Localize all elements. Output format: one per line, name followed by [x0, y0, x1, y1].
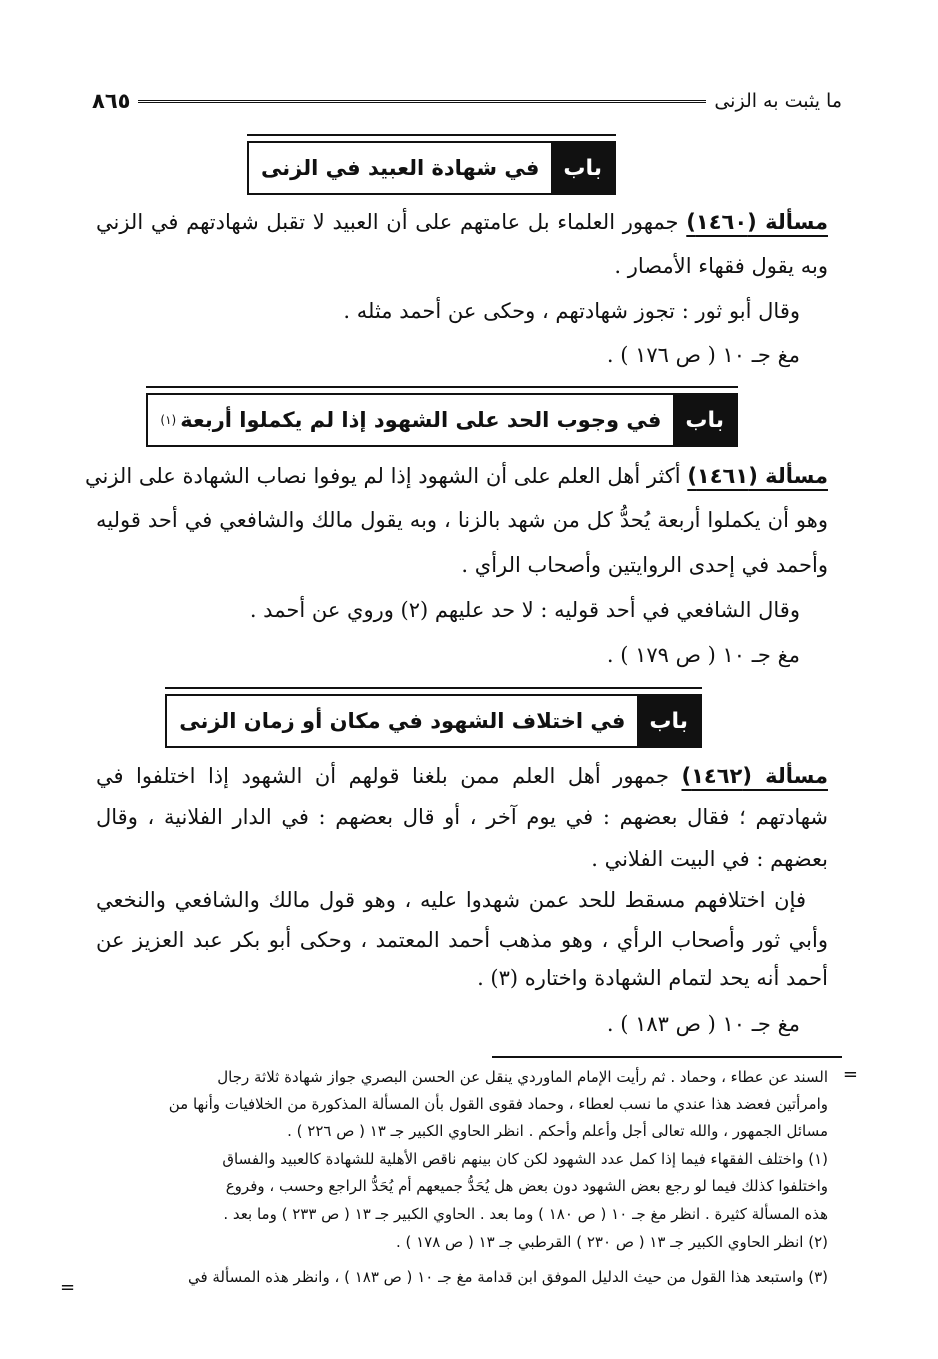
line-text: وأبي ثور وأصحاب الرأي ، وهو مذهب أحمد المعتمد ، وحكى أبو بكر عبد العزيز عن — [96, 928, 828, 952]
bab-label: باب — [673, 395, 736, 445]
line-text: مغ جـ ١٠ ( ص ١٨٣ ) . — [606, 1012, 800, 1036]
continuation-mark-top: = — [842, 1064, 858, 1085]
line-text: وقال الشافعي في أحد قوليه : لا حد عليهم (٢) وروي عن أحمد . — [249, 598, 800, 622]
paragraph-line — [96, 756, 828, 796]
line-text: أكثر أهل العلم على أن الشهود إذا لم يوفوا نصاب الشهادة على الزني — [84, 464, 688, 488]
header-rule — [138, 100, 706, 103]
paragraph-line — [84, 456, 828, 496]
line-text: وبه يقول فقهاء الأمصار . — [614, 254, 828, 278]
paragraph-line — [96, 590, 800, 630]
section-heading-1 — [247, 141, 616, 195]
running-head — [92, 86, 842, 116]
paragraph-line — [96, 545, 828, 585]
line-text: جمهور العلماء بل عامتهم على أن العبيد لا تقبل شهادتهم في الزني — [96, 210, 687, 234]
paragraph-line — [96, 291, 800, 331]
line-text: وقال أبو ثور : تجوز شهادتهم ، وحكى عن أحمد مثله . — [343, 299, 800, 323]
paragraph-line — [96, 880, 806, 920]
footnote-line: (٣) واستبعد هذا القول من حيث الدليل الموفق ابن قدامة مغ جـ ١٠ ( ص ١٨٣ ) ، وانظر هذه المسألة في — [187, 1268, 828, 1286]
line-text: شهادتهم ؛ فقال بعضهم : في يوم آخر ، أو قال بعضهم : في الدار الفلانية ، وقال — [96, 805, 828, 829]
paragraph-line — [96, 797, 828, 837]
reference-line — [96, 335, 800, 375]
section-title: في اختلاف الشهود في مكان أو زمان الزنى — [179, 709, 626, 733]
footnote-line: (١) واختلف الفقهاء فيما إذا كمل عدد الشهود لكن كان بينهم ناقص الأهلية للشهادة كالعبيد والفساق — [222, 1150, 828, 1168]
footnote-ref: (١) — [160, 413, 177, 427]
reference-line — [96, 635, 800, 675]
paragraph-line — [96, 839, 828, 879]
masala-number: مسألة (١٤٦٠) — [686, 210, 828, 234]
page-number: ٨٦٥ — [92, 89, 131, 113]
line-text: بعضهم : في البيت الفلاني . — [591, 847, 828, 871]
line-text: وهو أن يكملوا أربعة يُحدُّ كل من شهد بالزنا ، وبه يقول مالك والشافعي في أحد قوليه — [96, 508, 828, 532]
bab-label: باب — [551, 143, 614, 193]
line-text: مغ جـ ١٠ ( ص ١٧٩ ) . — [606, 643, 800, 667]
reference-line — [96, 1004, 800, 1044]
line-text: جمهور أهل العلم ممن بلغنا قولهم أن الشهود إذا اختلفوا في — [96, 764, 682, 788]
paragraph-line — [96, 920, 828, 960]
line-text: وأحمد في إحدى الروايتين وأصحاب الرأي . — [461, 553, 828, 577]
paragraph-line — [96, 246, 828, 286]
section-heading-3 — [165, 694, 702, 748]
footnote-line: مسائل الجمهور ، والله تعالى أجل وأعلم وأحكم . انظر الحاوي الكبير جـ ١٣ ( ص ٢٢٦ ) . — [287, 1122, 828, 1140]
footnote-line: هذه المسألة كثيرة . انظر مغ جـ ١٠ ( ص ١٨٠ ) وما بعد . الحاوي الكبير جـ ١٣ ( ص ٢٣٣ ) وما بعد . — [223, 1205, 828, 1223]
paragraph-line — [96, 500, 828, 540]
paragraph-line — [96, 202, 828, 242]
paragraph-line — [96, 958, 828, 998]
continuation-mark-bottom: = — [60, 1277, 76, 1298]
line-text: أحمد أنه يحد لتمام الشهادة واختاره (٣) . — [477, 966, 828, 990]
section-title: في شهادة العبيد في الزنى — [261, 156, 540, 180]
footnote-line: وامرأتين فعضد هذا عندي ما نسب لعطاء ، وحماد فقوى القول بأن المسألة المذكورة من الخلافيات وأنها من — [168, 1095, 828, 1113]
bab-label: باب — [637, 696, 700, 746]
section-title-text: في وجوب الحد على الشهود إذا لم يكملوا أربعة — [180, 408, 662, 432]
line-text: فإن اختلافهم مسقط للحد عمن شهدوا عليه ، وهو قول مالك والشافعي والنخعي — [96, 888, 806, 912]
running-head-title: ما يثبت به الزنى — [714, 90, 842, 112]
section-heading-2 — [146, 393, 738, 447]
footnote-line: السند عن عطاء ، وحماد . ثم رأيت الإمام الماوردي ينقل عن الحسن البصري جواز شهادة ثلاثة رجال — [217, 1068, 828, 1086]
section-title — [148, 395, 673, 445]
footnote-line: (٢) انظر الحاوي الكبير جـ ١٣ ( ص ٢٣٠ ) القرطبي جـ ١٣ ( ص ١٧٨ ) . — [395, 1233, 828, 1251]
footnote-separator — [492, 1056, 842, 1058]
line-text: مغ جـ ١٠ ( ص ١٧٦ ) . — [606, 343, 800, 367]
masala-number: مسألة (١٤٦١) — [687, 464, 828, 488]
masala-number: مسألة (١٤٦٢) — [681, 764, 828, 788]
footnote-line: واختلفوا كذلك فيما لو رجع بعض الشهود دون بعض هل يُحَدُّ جميعهم أم يُحَدُّ الراجع وحسب ، وفروع — [225, 1177, 828, 1195]
